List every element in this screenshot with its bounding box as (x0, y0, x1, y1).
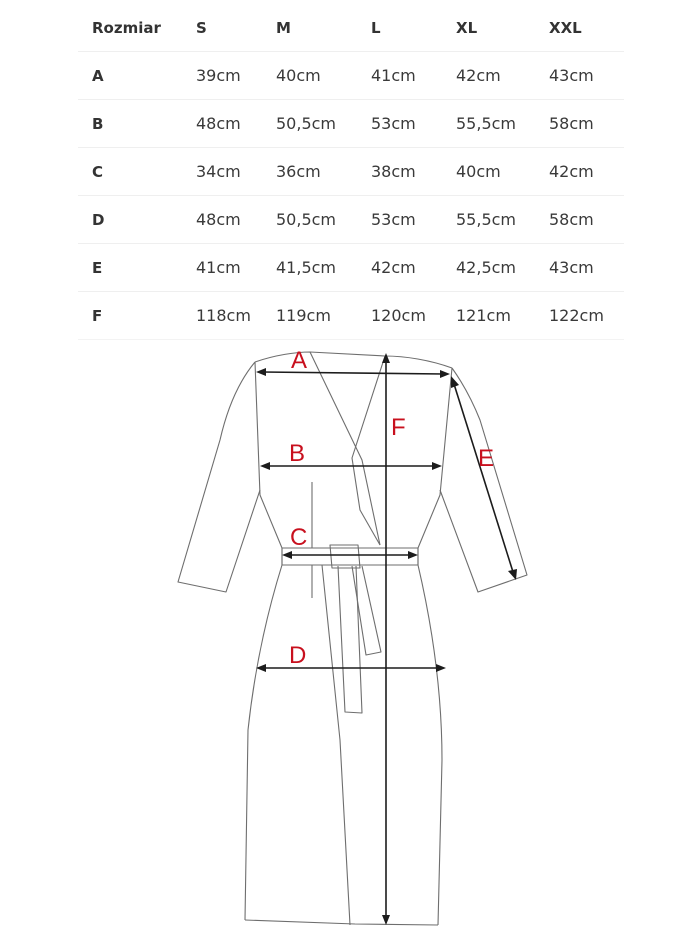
label-b: B (289, 440, 306, 467)
table-cell: 36cm (262, 148, 357, 196)
row-key: A (78, 52, 182, 100)
measure-e (451, 376, 517, 580)
table-cell: 58cm (535, 196, 624, 244)
table-cell: 122cm (535, 292, 624, 340)
table-cell: 38cm (357, 148, 442, 196)
robe-measurement-diagram (0, 340, 700, 933)
table-cell: 48cm (182, 196, 262, 244)
row-key: D (78, 196, 182, 244)
label-e: E (478, 445, 495, 472)
measure-a (256, 368, 450, 378)
table-cell: 42cm (535, 148, 624, 196)
table-row (78, 292, 624, 340)
front-overlap (322, 565, 350, 925)
table-cell: 55,5cm (442, 100, 535, 148)
label-f: F (391, 414, 406, 441)
table-cell: 119cm (262, 292, 357, 340)
table-cell: 58cm (535, 100, 624, 148)
table-cell: 55,5cm (442, 196, 535, 244)
header-size-xxl: XXL (535, 4, 624, 52)
table-cell: 42,5cm (442, 244, 535, 292)
hem-outline (245, 920, 438, 925)
table-cell: 39cm (182, 52, 262, 100)
collar-outline (255, 352, 452, 368)
table-cell: 53cm (357, 196, 442, 244)
measure-d (256, 664, 446, 672)
table-cell: 42cm (442, 52, 535, 100)
table-cell: 42cm (357, 244, 442, 292)
label-d: D (289, 642, 307, 669)
table-cell: 40cm (442, 148, 535, 196)
table-cell: 48cm (182, 100, 262, 148)
table-cell: 40cm (262, 52, 357, 100)
body-right-side (418, 368, 452, 925)
table-cell: 41cm (357, 52, 442, 100)
belt-tie-long (338, 566, 362, 713)
measure-b (260, 462, 442, 470)
header-row (78, 4, 624, 52)
header-size-s: S (182, 4, 262, 52)
table-cell: 50,5cm (262, 100, 357, 148)
table-cell: 53cm (357, 100, 442, 148)
table-row (78, 196, 624, 244)
measure-c (282, 551, 418, 559)
header-size-label: Rozmiar (78, 4, 182, 52)
table-row (78, 52, 624, 100)
body-left-side (245, 362, 282, 920)
robe-outline (178, 352, 527, 925)
table-cell: 43cm (535, 52, 624, 100)
table-row (78, 244, 624, 292)
header-size-l: L (357, 4, 442, 52)
label-c: C (290, 524, 308, 551)
header-size-m: M (262, 4, 357, 52)
table-cell: 121cm (442, 292, 535, 340)
lapel-left (310, 352, 380, 545)
row-key: F (78, 292, 182, 340)
table-row (78, 100, 624, 148)
table-cell: 43cm (535, 244, 624, 292)
row-key: E (78, 244, 182, 292)
table-cell: 41,5cm (262, 244, 357, 292)
row-key: C (78, 148, 182, 196)
label-a: A (291, 347, 308, 374)
table-row (78, 148, 624, 196)
table-cell: 118cm (182, 292, 262, 340)
table-cell: 41cm (182, 244, 262, 292)
table-cell: 50,5cm (262, 196, 357, 244)
size-table (78, 4, 624, 340)
header-size-xl: XL (442, 4, 535, 52)
table-cell: 34cm (182, 148, 262, 196)
row-key: B (78, 100, 182, 148)
table-cell: 120cm (357, 292, 442, 340)
left-sleeve-outline (178, 362, 260, 592)
measure-f (382, 353, 390, 925)
